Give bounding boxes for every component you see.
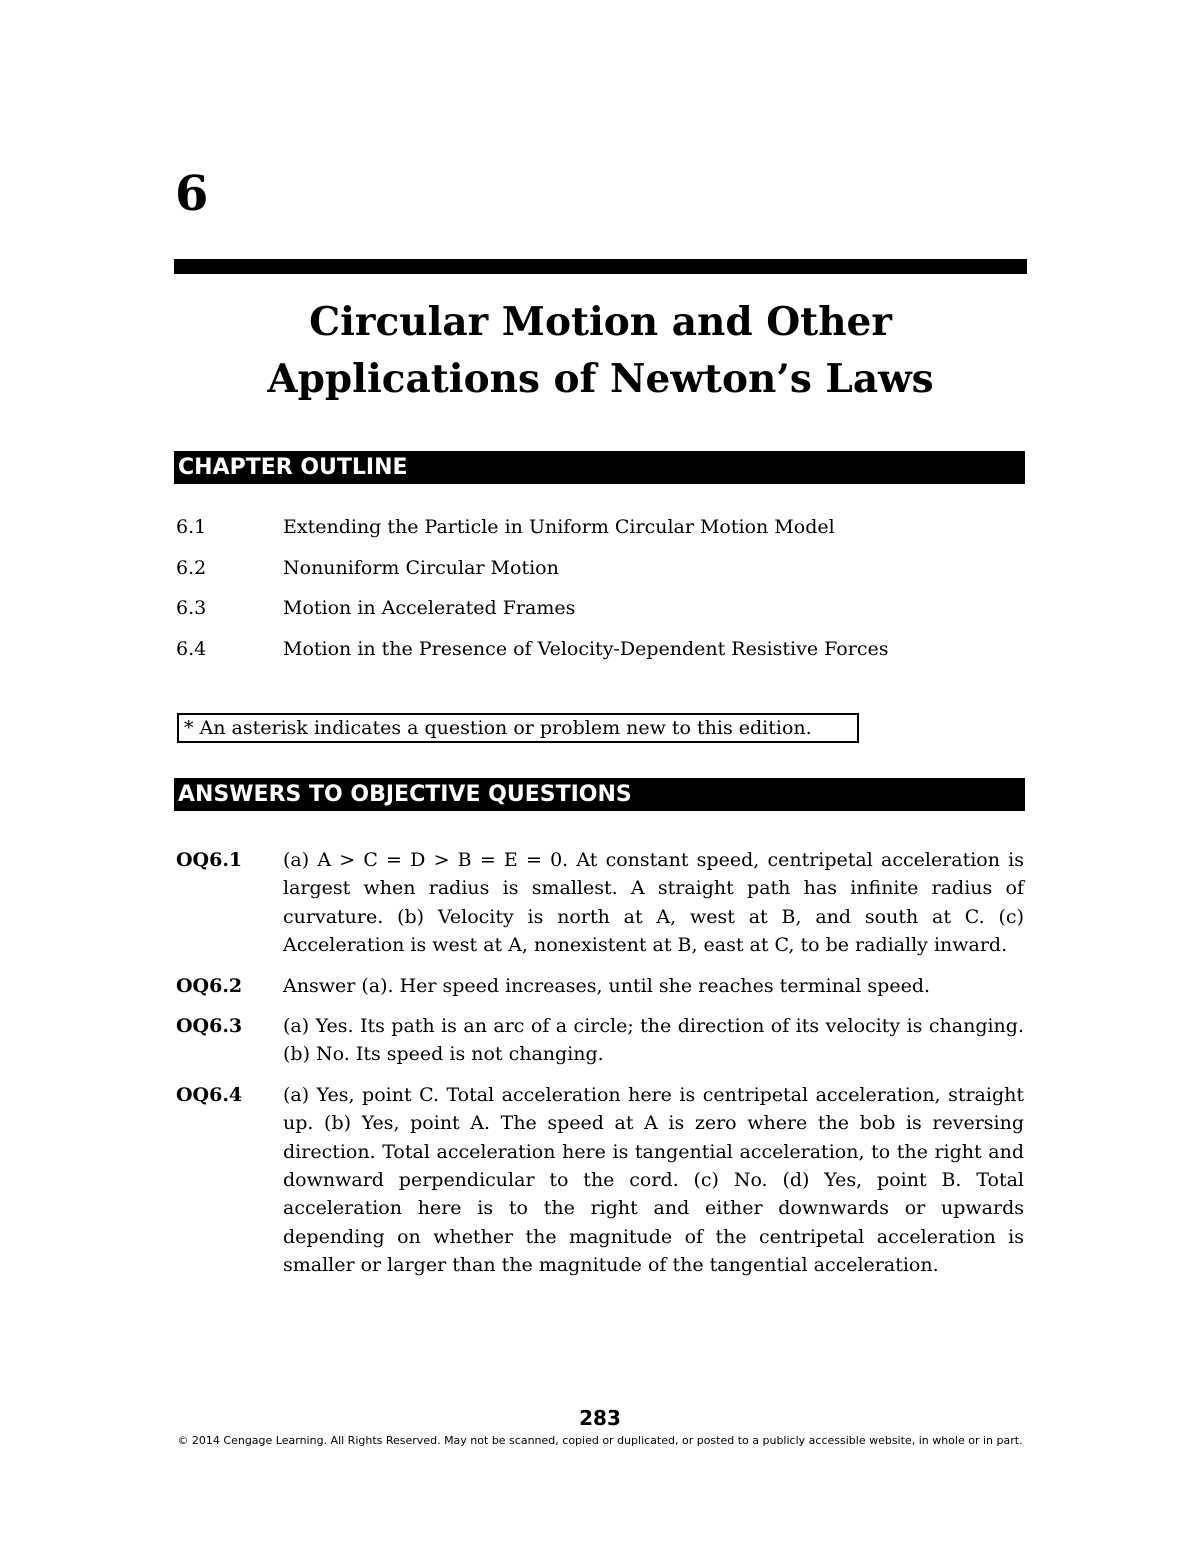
answer-label: OQ6.2 xyxy=(176,974,243,997)
outline-item-number: 6.3 xyxy=(176,597,207,619)
outline-item xyxy=(176,512,888,553)
chapter-outline-list xyxy=(176,512,888,674)
answer-label: OQ6.3 xyxy=(176,1015,243,1038)
objective-answers-heading: ANSWERS TO OBJECTIVE QUESTIONS xyxy=(174,778,1025,811)
outline-item-number: 6.2 xyxy=(176,556,207,579)
outline-item-title: Extending the Particle in Uniform Circular Motion Model xyxy=(283,516,835,538)
outline-item-number: 6.4 xyxy=(176,637,207,660)
answer-label: OQ6.4 xyxy=(176,1083,243,1106)
copyright-notice: © 2014 Cengage Learning. All Rights Reserved. May not be scanned, copied or duplicated, or posted to a publicly accessible website, in whole or in part. xyxy=(177,1434,1023,1447)
outline-item xyxy=(176,634,888,675)
chapter-outline-heading: CHAPTER OUTLINE xyxy=(174,451,1025,484)
answer-item xyxy=(176,1081,1024,1280)
answer-text: (a) Yes. Its path is an arc of a circle; the direction of its velocity is changing. (b) No. Its speed is not changing. xyxy=(283,1015,1024,1066)
page-number: 283 xyxy=(579,1406,621,1430)
outline-item-title: Motion in Accelerated Frames xyxy=(283,597,576,619)
chapter-title-line-2: Applications of Newton’s Laws xyxy=(267,356,934,402)
outline-item-title: Nonuniform Circular Motion xyxy=(283,556,559,579)
chapter-title xyxy=(174,294,1027,408)
answer-text: Answer (a). Her speed increases, until she reaches terminal speed. xyxy=(283,974,931,997)
chapter-divider xyxy=(174,259,1027,274)
outline-item-number: 6.1 xyxy=(176,516,207,538)
answer-item xyxy=(176,846,1024,960)
objective-answers-list xyxy=(176,846,1024,1292)
asterisk-note: * An asterisk indicates a question or problem new to this edition. xyxy=(177,713,859,743)
answer-text: (a) A > C = D > B = E = 0. At constant speed, centripetal acceleration is largest when radius is smallest. A straight path has infinite radius of curvature. (b) Velocity is north at A, west at B, and south at C. (c) Acceleration is west at A, nonexistent at B, east at C, to be radially inward. xyxy=(283,849,1024,957)
outline-item-title: Motion in the Presence of Velocity-Dependent Resistive Forces xyxy=(283,637,889,660)
answer-label: OQ6.1 xyxy=(176,849,243,871)
outline-item xyxy=(176,553,888,594)
outline-item xyxy=(176,593,888,634)
answer-item xyxy=(176,972,1024,1000)
chapter-title-line-1: Circular Motion and Other xyxy=(309,299,892,345)
chapter-number: 6 xyxy=(175,166,209,222)
answer-text: (a) Yes, point C. Total acceleration here is centripetal acceleration, straight up. (b) Yes, point A. The speed at A is zero where the bob is reversing direction. Total acceleration here is tangential acceleration, to the right and downward perpendicular to the cord. (c) No. (d) Yes, point B. Total acceleration here is to the right and either downwards or upwards depending on whether the magnitude of the centripetal acceleration is smaller or larger than the magnitude of the tangential acceleration. xyxy=(283,1083,1024,1277)
answer-item xyxy=(176,1012,1024,1069)
